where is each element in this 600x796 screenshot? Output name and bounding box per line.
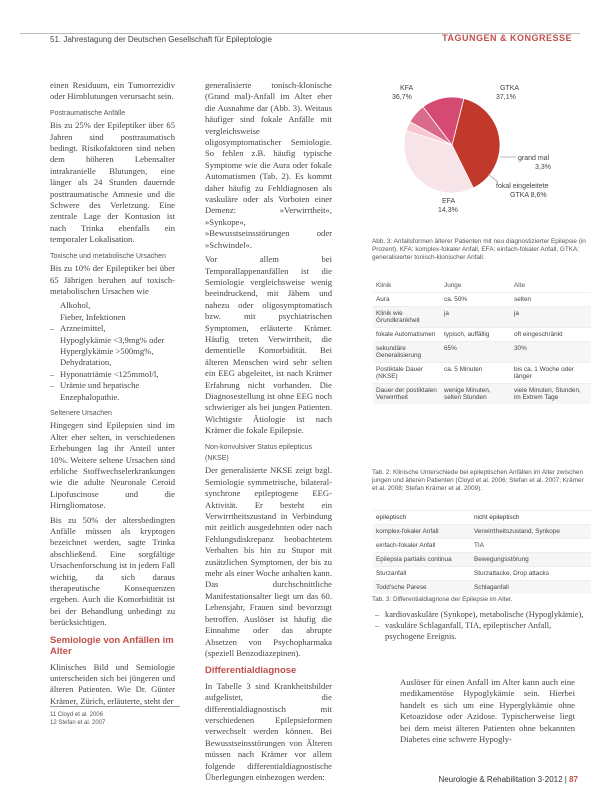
table-row <box>373 553 591 567</box>
page-header <box>0 0 600 44</box>
table-cell: Dauer der postiktalen Verwirrtheit <box>373 384 441 405</box>
column-right-text <box>400 677 575 748</box>
list-item: – Hyponatriämie <125mmol/l, <box>50 369 175 380</box>
table-cell: ca. 5 Minuten <box>441 363 511 384</box>
subheading-nkse: Non-konvulsiver Status epilepticus (NKSE) <box>205 443 312 462</box>
table-cell: fokale Automatismen <box>373 328 441 342</box>
paragraph: Klinisches Bild und Semiologie unterscheiden sich bei jüngeren und älteren Patienten. Wie Dr. Günter Krämer, Zürich, erläuterte, steht der <box>50 661 175 706</box>
table-cell: Verwirrtheitszustand, Synkope <box>471 525 591 539</box>
list-item: Hypoglykämie <3,9mg% oder Hyperglykämie >500mg%, Dehydratation, <box>60 334 165 368</box>
table-cell: viele Minuten, Stunden, im Extrem Tage <box>511 384 591 405</box>
section-heading-differential: Differentialdiagnose <box>205 665 297 677</box>
column-header: Klinik <box>376 282 392 289</box>
label-fe-name: fokal eingeleitete <box>496 183 549 190</box>
issue: 3·2012 <box>537 775 563 784</box>
list-item: – kardiovaskuläre (Synkope), metabolische (Hypoglykämie), <box>375 610 590 621</box>
table-cell: Epilepsia partialis continua <box>373 553 471 567</box>
table-row <box>373 363 591 384</box>
table-cell: Bewegungsstörung <box>471 553 591 567</box>
paragraph: Bis zu 10% der Epileptiker bei über 65 Jährigen beruhen auf toxisch-metabolischen Ursachen wie <box>50 263 175 296</box>
column-header: Alte <box>514 282 526 289</box>
table-cell: Aura <box>373 293 441 307</box>
table-cell: selten <box>511 293 591 307</box>
table-cell: wenige Minuten, selten Stunden <box>441 384 511 405</box>
header-section: TAGUNGEN & KONGRESSE <box>442 33 572 43</box>
table-row <box>373 539 591 553</box>
paragraph: Auslöser für einen Anfall im Alter kann auch eine medikamentöse Hypoglykämie sein. Hierbei handelt es sich um eine Hyperglykämie ohne Ketoazidose oder Azidose. Typischerweise liegt bei dem meist älteren Patienten ohne bekannten Diabetes eine schwere Hypogly- <box>400 677 575 745</box>
leader-line <box>488 174 498 182</box>
table-cell: ja <box>511 307 591 328</box>
label-fe-value: GTKA 8,6% <box>510 192 547 199</box>
table-row <box>373 328 591 342</box>
subheading-rare: Seltenere Ursachen <box>50 409 112 417</box>
table-cell: typisch, auffällig <box>441 328 511 342</box>
table-cell: bis ca. 1 Woche oder länger <box>511 363 591 384</box>
list-item: – Arzneimittel, <box>50 323 175 334</box>
differential-list <box>375 610 590 642</box>
table-cell: Todd'sche Parese <box>373 581 471 595</box>
table-row <box>373 384 591 405</box>
label-efa-name: EFA <box>442 198 456 205</box>
column-header: Junge <box>444 282 462 289</box>
column-middle <box>205 80 332 786</box>
figure-caption: Abb. 3: Anfallsformen älterer Patienten mit neu diagnostizierter Epilepsie (in Prozent). KFA: komplex-fokaler Anfall, EFA: einfach-fokaler Anfall, GTKA: generalisierter tonisch-klonischer Anfall. <box>372 238 586 262</box>
table-cell: komplex-fokaler Anfall <box>373 525 471 539</box>
paragraph: Vor allem bei Temporallappenanfällen ist die Semiologie vergleichsweise wenig beeindruckend, mit Jähem und nahezu oder oligosymptomatisch bzw. mit psychiatrischen Symptomen, erläuterte Krämer. Häufig treten Verwirrtheit, die dementielle Komorbidität. Bei älteren Menschen wird sehr selten ein EEG abgeleitet, ist nach Krämer Erfahrung nicht vorhanden. Die Diagnosestellung ist ohne EEG noch schwieriger als bei jungen Patienten. Wichtigste Ätiologie ist nach Krämer die fokale Epilepsie. <box>205 254 332 436</box>
table-cell: oft eingeschränkt <box>511 328 591 342</box>
paragraph: Hingegen sind Epilepsien sind im Alter eher selten, in verschiedenen Erhebungen lag ihr Anteil unter 10%. Weitere seltene Ursachen sind erbliche Stoffwechselerkrankungen wie die adulte Neuronale Ceroid Lipofuscinose und die Hirngliomatose. <box>50 420 175 511</box>
subheading-posttraumatic: Postraumatische Anfälle <box>50 109 126 117</box>
table-cell: Postiktale Dauer (NKSE) <box>373 363 441 384</box>
column-left <box>50 80 175 710</box>
seizure-type-pie-chart <box>370 70 590 220</box>
table-caption: Tab. 3: Differentialdiagnose der Epilepsie im Alter. <box>372 596 513 603</box>
table-cell: Schlaganfall <box>471 581 591 595</box>
label-gtka-name: GTKA <box>500 85 520 92</box>
table-row <box>373 525 591 539</box>
label-kfa-value: 36,7% <box>392 94 412 101</box>
paragraph: Der generalisierte NKSE zeigt bzgl. Semiologie symmetrische, bilateral-synchrone epileptogene EEG-Aktivität. Er besteht ein Verwirrtheitszustand in Verbindung mit zeitlich ausgedehnten oder nach Fehlungsdiskrepanz beobachtetem Verhalten bis hin zu Stupor mit zusätzlichen Symptomen, der bis zu mehr als einer Woche anhalten kann. Das durchschnittliche Manifestationsalter liegt um das 60. Lebensjahr, Frauen sind bevorzugt betroffen. Auslöser ist häufig die Einnahme oder das abrupte Absetzen von Psychopharmaka (speziell Benzodiazepinen). <box>205 465 332 658</box>
table-cell: 65% <box>441 342 511 363</box>
table-header-row <box>373 279 591 293</box>
journal-name: Neurologie & Rehabilitation <box>438 775 536 784</box>
table-cell: sekundäre Generalisierung <box>373 342 441 363</box>
table-cell: ca. 50% <box>441 293 511 307</box>
label-efa-value: 14,3% <box>438 207 458 214</box>
label-gm-value: 3,3% <box>535 164 551 171</box>
table-row <box>373 293 591 307</box>
table-row <box>373 307 591 328</box>
paragraph: generalisierte tonisch-klonische (Grand mal)-Anfall im Alter eher die Ausnahme dar (Abb. 3). Weitaus häufiger sind fokale Anfälle mit vergleichsweise oligosymptomatischer Semiologie. So fehlen z.B. häufig typische Symptome wie die Aura oder fokale Automatismen (Tab. 2). Es kommt daher häufig zu Fehldiagnosen als vaskuläre oder als Vorboten einer Demenz: »Verwirrtheit«, »Synkope«, »Bewusstseinsstörungen oder »Schwindel«. <box>205 80 332 250</box>
table-cell: Sturzattacke, Drop attacks <box>471 567 591 581</box>
list-item: – Urämie und hepatische Enzephalopathie. <box>50 380 175 403</box>
table-cell: TIA <box>471 539 591 553</box>
subheading-toxic: Toxische und metabolische Ursachen <box>50 252 166 260</box>
table-caption: Tab. 2: Klinische Unterschiede bei epileptischen Anfällen im Alter zwischen jungen und älteren Patienten (Cloyd et al. 2006; Stefan et al. 2007; Krämer et al. 2008; Stefan Krämer et al. 2009). <box>372 469 584 493</box>
header-conference: 51. Jahrestagung der Deutschen Gesellschaft für Epileptologie <box>50 35 272 44</box>
footnotes <box>50 706 180 727</box>
paragraph: In Tabelle 3 sind Krankheitsbilder aufgelistet, die differentialdiagnostisch mit verschiedenen Epilepsieformen verwechselt werden können. Bei Bewusstseinsstörungen von Älteren müssen nach Krämer vor allem folgende differentialdiagnostische Überlegungen einbezogen werden: <box>205 680 332 782</box>
list-item: Fieber, Infektionen <box>60 311 126 322</box>
table-header-row <box>373 511 591 525</box>
list-item: – vaskuläre Schlaganfall, TIA, epileptischer Anfall, psychogene Ereignis. <box>375 621 590 643</box>
footnote: 12 Stefan et al. 2007 <box>50 720 106 726</box>
table-cell: Sturzanfall <box>373 567 471 581</box>
table-clinical-differences <box>373 279 591 404</box>
label-kfa-name: KFA <box>400 85 414 92</box>
footnote: 11 Cloyd et al. 2006 <box>50 712 103 718</box>
page-footer: Neurologie & Rehabilitation 3·2012 | 87 <box>438 775 578 784</box>
list-item: Alkohol, <box>60 300 91 311</box>
label-gtka-value: 37,1% <box>496 94 516 101</box>
paragraph: Bis zu 50% der altersbedingten Anfälle müssen als kryptogen bezeichnet werden, sagte Trinka abschließend. Eine sorgfältige Ursachenforschung ist in jedem Fall wichtig, da sich daraus therapeutische Konsequenzen ergeben. Auch die Komorbidität ist bei der Behandlung unbedingt zu berücksichtigen. <box>50 514 175 628</box>
table-cell: 30% <box>511 342 591 363</box>
table-cell: einfach-fokaler Anfall <box>373 539 471 553</box>
paragraph: einen Residuum, ein Tumorrezidiv oder Hirnblutungen verursacht sein. <box>50 80 175 102</box>
column-header: nicht epileptisch <box>471 511 591 525</box>
table-differential <box>373 510 591 594</box>
table-row <box>373 581 591 595</box>
label-gm-name: grand mal <box>518 155 550 162</box>
table-row <box>373 567 591 581</box>
table-cell: ja <box>441 307 511 328</box>
cause-list <box>50 300 175 403</box>
table-row <box>373 342 591 363</box>
page-number: 87 <box>569 775 578 784</box>
paragraph: Bis zu 25% der Epileptiker über 65 Jahren sind posttraumatisch bedingt. Risikofaktoren sind neben dem höheren Lebensalter intrakranielle Blutungen, eine länger als 24 Stunden dauernde posttraumatische Amnesie und die Schwere des Verletzung. Eine zentrale Lage der Kontusion ist nach Trinka ebenfalls ein temporaler Lokalisation. <box>50 120 175 245</box>
section-heading-semiology: Semiologie von Anfällen im Alter <box>50 634 174 658</box>
table-cell: Klinik wie Grundkrankheit <box>373 307 441 328</box>
column-header: epileptisch <box>373 511 471 525</box>
